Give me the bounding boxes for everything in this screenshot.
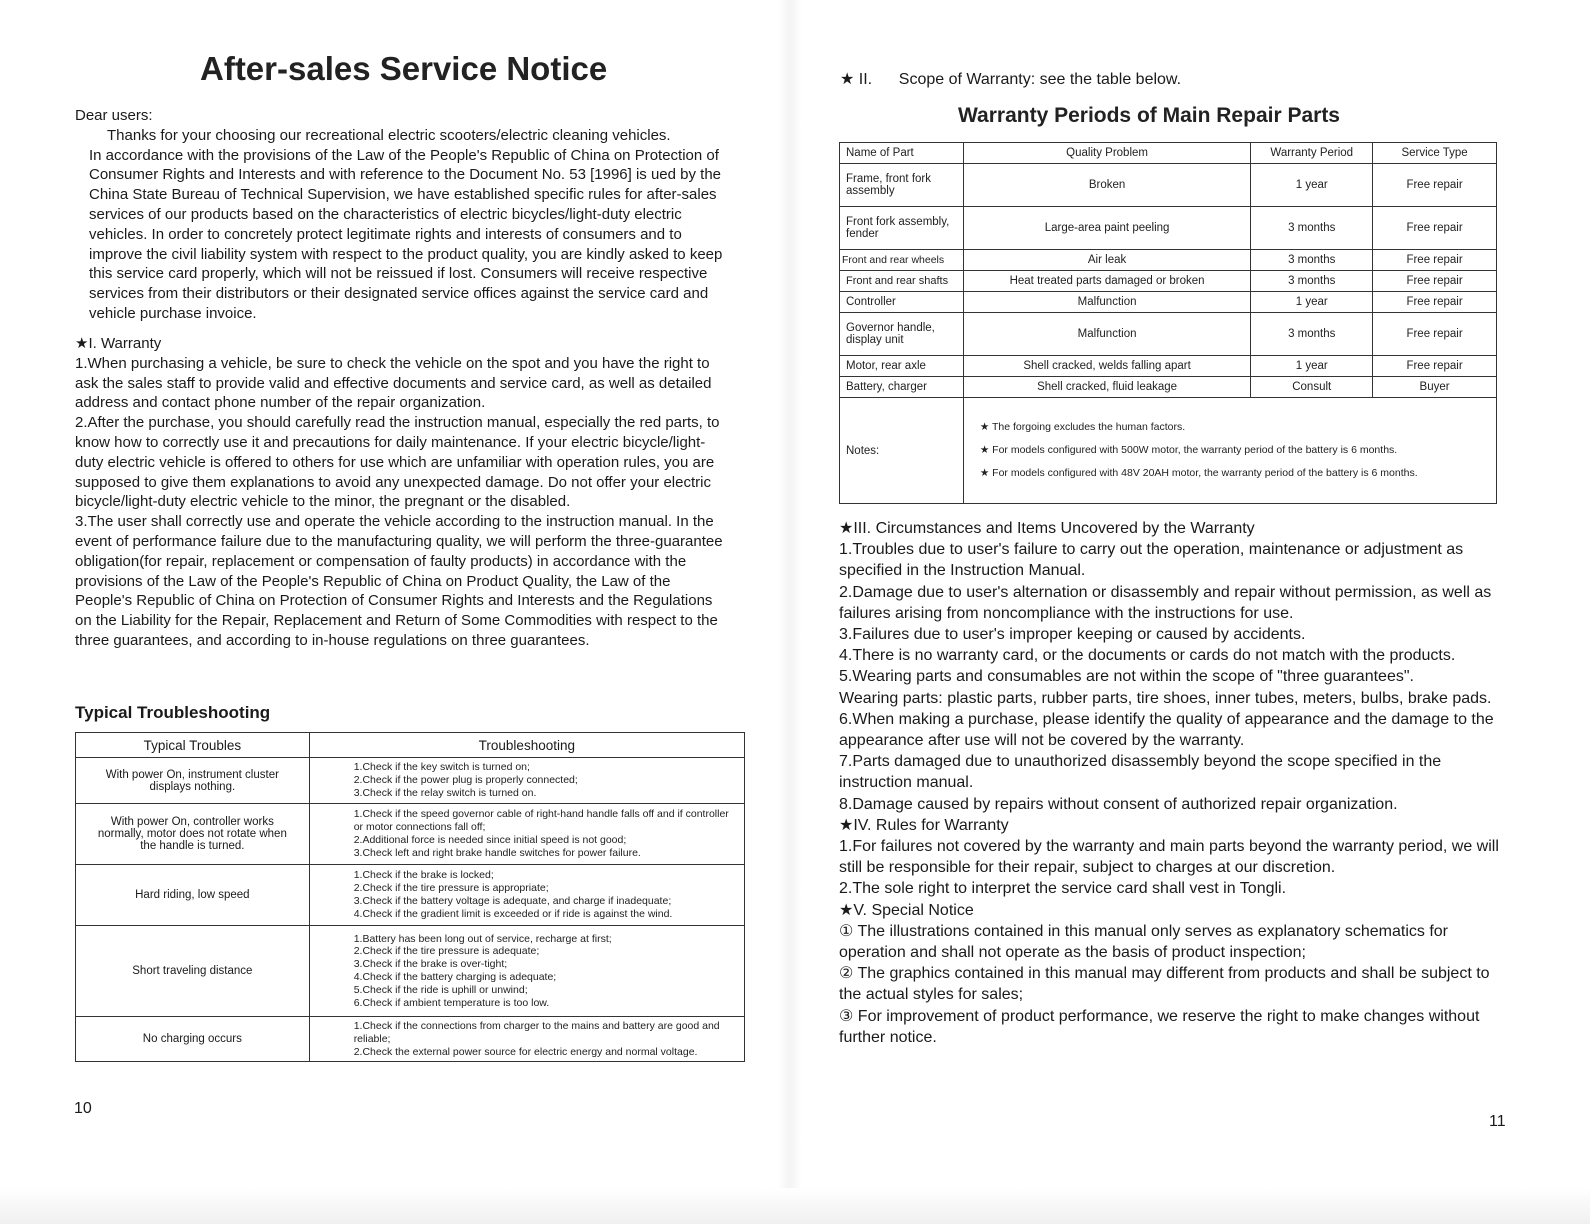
warranty-item-2: 2.After the purchase, you should carefully read the instruction manual, especially the red parts, to know how to correctly use it and precautions for daily maintenance. If your electric bicycle/light-duty electric vehicle is offered to others for use which are unfamiliar with operation rules, you are supposed to give them explanations to avoid any unexpected damage. Do not offer your electric bicycle/light-duty electric vehicle to the minor, the pregnant or the disabled. xyxy=(75,414,720,511)
exclusion-item: 1.Troubles due to user's failure to carry out the operation, maintenance or adjustment as specified in the Instruction Manual. xyxy=(839,541,1464,580)
exclusion-item: 4.There is no warranty card, or the documents or cards do not match with the products. xyxy=(839,647,1456,665)
page-number: 10 xyxy=(74,1100,92,1117)
warranty-exclusions-section xyxy=(839,518,1503,1048)
fix-line: 1.Check if the key switch is turned on; xyxy=(353,761,530,774)
exclusion-item: Wearing parts: plastic parts, rubber parts, tire shoes, inner tubes, meters, bulbs, brake pads. xyxy=(839,689,1492,707)
service-cell: Free repair xyxy=(1373,292,1497,313)
warranty-heading: ★I. Warranty xyxy=(75,335,162,352)
fix-line: 2.Check if the power plug is properly connected; xyxy=(353,774,578,787)
fix-line: 1.Check if the speed governor cable of right-hand handle falls off and if controller or motor connections fall off; xyxy=(353,808,729,834)
problem-cell: Broken xyxy=(963,164,1250,207)
fix-line: 5.Check if the ride is uphill or unwind; xyxy=(353,983,528,996)
part-cell: Motor, rear axle xyxy=(840,356,964,377)
page-number: 11 xyxy=(1489,1113,1506,1130)
trouble-cell: With power On, instrument cluster displays nothing. xyxy=(76,758,310,804)
problem-cell: Air leak xyxy=(963,250,1250,271)
warranty-section xyxy=(75,334,723,651)
fix-line: 2.Check if the tire pressure is adequate; xyxy=(353,945,540,958)
table-row xyxy=(76,1017,745,1062)
part-cell: Front and rear wheels xyxy=(840,250,964,271)
service-cell: Buyer xyxy=(1373,377,1497,398)
exclusion-item: 7.Parts damaged due to unauthorized disassembly beyond the scope specified in the instruction manual. xyxy=(839,753,1442,792)
problem-cell: Heat treated parts damaged or broken xyxy=(963,271,1250,292)
part-cell: Front and rear shafts xyxy=(840,271,964,292)
table-row xyxy=(840,377,1497,398)
notice-item: ③ For improvement of product performance, we reserve the right to make changes without further notice. xyxy=(839,1007,1480,1046)
table-row xyxy=(76,865,745,926)
notice-item: ① The illustrations contained in this manual only serves as explanatory schematics for operation and shall not operate as the basis of product inspection; xyxy=(839,922,1449,962)
table-header: Name of Part xyxy=(840,143,964,164)
problem-cell: Large-area paint peeling xyxy=(963,207,1250,250)
fix-cell xyxy=(309,926,744,1017)
page-title: After-sales Service Notice xyxy=(200,50,608,87)
note-line: ★ The forgoing excludes the human factors. xyxy=(979,421,1186,433)
fix-cell xyxy=(309,804,744,865)
notes-label: Notes: xyxy=(840,398,964,504)
period-cell: 1 year xyxy=(1251,292,1373,313)
period-cell: 3 months xyxy=(1251,250,1373,271)
fix-line: 4.Check if the battery charging is adequate; xyxy=(353,971,557,983)
table-row xyxy=(840,271,1497,292)
note-line: ★ For models configured with 48V 20AH motor, the warranty period of the battery is 6 months. xyxy=(979,467,1418,479)
service-cell: Free repair xyxy=(1373,164,1497,207)
section-heading: ★IV. Rules for Warranty xyxy=(839,816,1009,834)
table-header: Warranty Period xyxy=(1251,143,1373,164)
period-cell: 3 months xyxy=(1251,207,1373,250)
period-cell: 1 year xyxy=(1251,164,1373,207)
warranty-item-1: 1.When purchasing a vehicle, be sure to check the vehicle on the spot and you have the right to ask the sales staff to provide valid and effective documents and service card, as well as detailed address and contact phone number of the repair organization. xyxy=(75,354,712,412)
table-header: Typical Troubles xyxy=(76,733,310,758)
rule-item: 2.The sole right to interpret the service card shall vest in Tongli. xyxy=(839,880,1287,898)
trouble-cell: Short traveling distance xyxy=(76,926,310,1017)
notes-cell xyxy=(963,398,1496,504)
table-header: Troubleshooting xyxy=(309,733,744,758)
service-cell: Free repair xyxy=(1373,356,1497,377)
intro-paragraph-2: In accordance with the provisions of the Law of the People's Republic of China on Protection of Consumer Rights and Interests and with reference to the Document No. 53 [1996] is ued by the China State Bureau of Technical Supervision, we have established specific rules for after-sales services of our products based on the characteristics of electric bicycles/light-duty electric vehicles. In order to concretely protect legitimate rights and interests of consumers and to improve the civil liability system with respect to the product quality, you are kindly asked to keep this service card properly, which will not be reissued if lost. Consumers will receive respective services from their distributors or their designated service offices against the service card and vehicle purchase invoice. xyxy=(89,146,723,322)
notice-item: ② The graphics contained in this manual may different from products and shall be subject to the actual styles for sales; xyxy=(839,965,1490,1004)
trouble-cell: No charging occurs xyxy=(76,1017,310,1062)
troubleshooting-table xyxy=(75,732,745,1062)
problem-cell: Shell cracked, welds falling apart xyxy=(963,356,1250,377)
warranty-item-3: 3.The user shall correctly use and operate the vehicle according to the instruction manual. In the event of performance failure due to the manufacturing quality, we will perform the three-guarantee obligation(for repair, replacement or compensation of faulty products) in accordance with the provisions of the Law of the People's Republic of China on Product Quality, the Law of the People's Republic of China on Protection of Consumer Rights and Interests and the Regulations on the Liability for the Repair, Replacement and Return of Some Commodities with respect to the three guarantees, and according to in-house regulations on three guarantees. xyxy=(75,513,723,649)
note-line: ★ For models configured with 500W motor, the warranty period of the battery is 6 months. xyxy=(979,444,1398,456)
intro-text xyxy=(75,106,725,324)
service-cell: Free repair xyxy=(1373,250,1497,271)
fix-line: 3.Check if the brake is over-tight; xyxy=(353,958,508,971)
intro-paragraph-1: Thanks for your choosing our recreational electric scooters/electric cleaning vehicles. xyxy=(107,126,671,144)
fix-line: 3.Check if the relay switch is turned on. xyxy=(353,786,537,799)
table-row xyxy=(840,292,1497,313)
fix-line: 2.Additional force is needed since initial speed is not good; xyxy=(353,834,627,846)
warranty-table xyxy=(839,142,1497,504)
exclusion-item: 5.Wearing parts and consumables are not within the scope of "three guarantees". xyxy=(839,668,1414,686)
fix-cell xyxy=(309,1017,744,1062)
fix-line: 6.Check if ambient temperature is too low. xyxy=(353,996,550,1009)
table-row xyxy=(840,356,1497,377)
table-row xyxy=(840,250,1497,271)
table-row xyxy=(840,164,1497,207)
table-row xyxy=(76,804,745,865)
table-header-row xyxy=(840,143,1497,164)
fix-line: 4.Check if the gradient limit is exceeded or if ride is against the wind. xyxy=(353,907,673,920)
part-cell: Front fork assembly, fender xyxy=(840,207,964,250)
service-cell: Free repair xyxy=(1373,271,1497,292)
period-cell: Consult xyxy=(1251,377,1373,398)
table-row xyxy=(76,758,745,804)
section-heading: ★III. Circumstances and Items Uncovered by the Warranty xyxy=(839,520,1255,537)
exclusion-item: 6.When making a purchase, please identify the quality of appearance and the damage to the appearance after use will not be covered by the warranty. xyxy=(839,710,1494,750)
table-header: Quality Problem xyxy=(963,143,1250,164)
fix-line: 2.Check if the tire pressure is appropriate; xyxy=(353,882,549,895)
notes-row xyxy=(840,398,1497,504)
left-page xyxy=(0,0,790,1224)
service-cell: Free repair xyxy=(1373,313,1497,356)
part-cell: Battery, charger xyxy=(840,377,964,398)
part-cell: Governor handle, display unit xyxy=(840,313,964,356)
fix-cell xyxy=(309,865,744,926)
fix-line: 1.Check if the connections from charger to the mains and battery are good and reliable; xyxy=(353,1020,720,1045)
greeting: Dear users: xyxy=(75,107,153,124)
fix-line: 1.Check if the brake is locked; xyxy=(353,869,494,882)
section-heading: ★V. Special Notice xyxy=(839,901,974,919)
fix-line: 2.Check the external power source for electric energy and normal voltage. xyxy=(353,1045,698,1058)
trouble-cell: Hard riding, low speed xyxy=(76,865,310,926)
fix-line: 3.Check if the battery voltage is adequate, and charge if inadequate; xyxy=(353,895,672,907)
rule-item: 1.For failures not covered by the warranty and main parts beyond the warranty period, we will still be responsible for their repair, subject to charges at our discretion. xyxy=(839,838,1499,877)
problem-cell: Malfunction xyxy=(963,313,1250,356)
fix-line: 1.Battery has been long out of service, recharge at first; xyxy=(353,932,612,945)
fix-line: 3.Check left and right brake handle switches for power failure. xyxy=(353,846,641,859)
problem-cell: Shell cracked, fluid leakage xyxy=(963,377,1250,398)
scope-line: ★ II. Scope of Warranty: see the table below. xyxy=(840,71,1182,88)
period-cell: 3 months xyxy=(1251,271,1373,292)
period-cell: 1 year xyxy=(1251,356,1373,377)
part-cell: Frame, front fork assembly xyxy=(840,164,964,207)
period-cell: 3 months xyxy=(1251,313,1373,356)
table-row xyxy=(840,207,1497,250)
trouble-cell: With power On, controller works normally, motor does not rotate when the handle is turned. xyxy=(76,804,310,865)
service-cell: Free repair xyxy=(1373,207,1497,250)
exclusion-item: 8.Damage caused by repairs without consent of authorized repair organization. xyxy=(839,795,1398,813)
warranty-table-title: Warranty Periods of Main Repair Parts xyxy=(958,104,1340,127)
exclusion-item: 2.Damage due to user's alternation or disassembly and repair without permission, as well as failures arising from noncompliance with the instructions for use. xyxy=(839,583,1492,622)
troubleshooting-heading: Typical Troubleshooting xyxy=(75,703,271,722)
table-row xyxy=(76,926,745,1017)
table-header: Service Type xyxy=(1373,143,1497,164)
fix-cell xyxy=(309,758,744,804)
table-row xyxy=(840,313,1497,356)
exclusion-item: 3.Failures due to user's improper keeping or caused by accidents. xyxy=(839,626,1306,644)
part-cell: Controller xyxy=(840,292,964,313)
problem-cell: Malfunction xyxy=(963,292,1250,313)
